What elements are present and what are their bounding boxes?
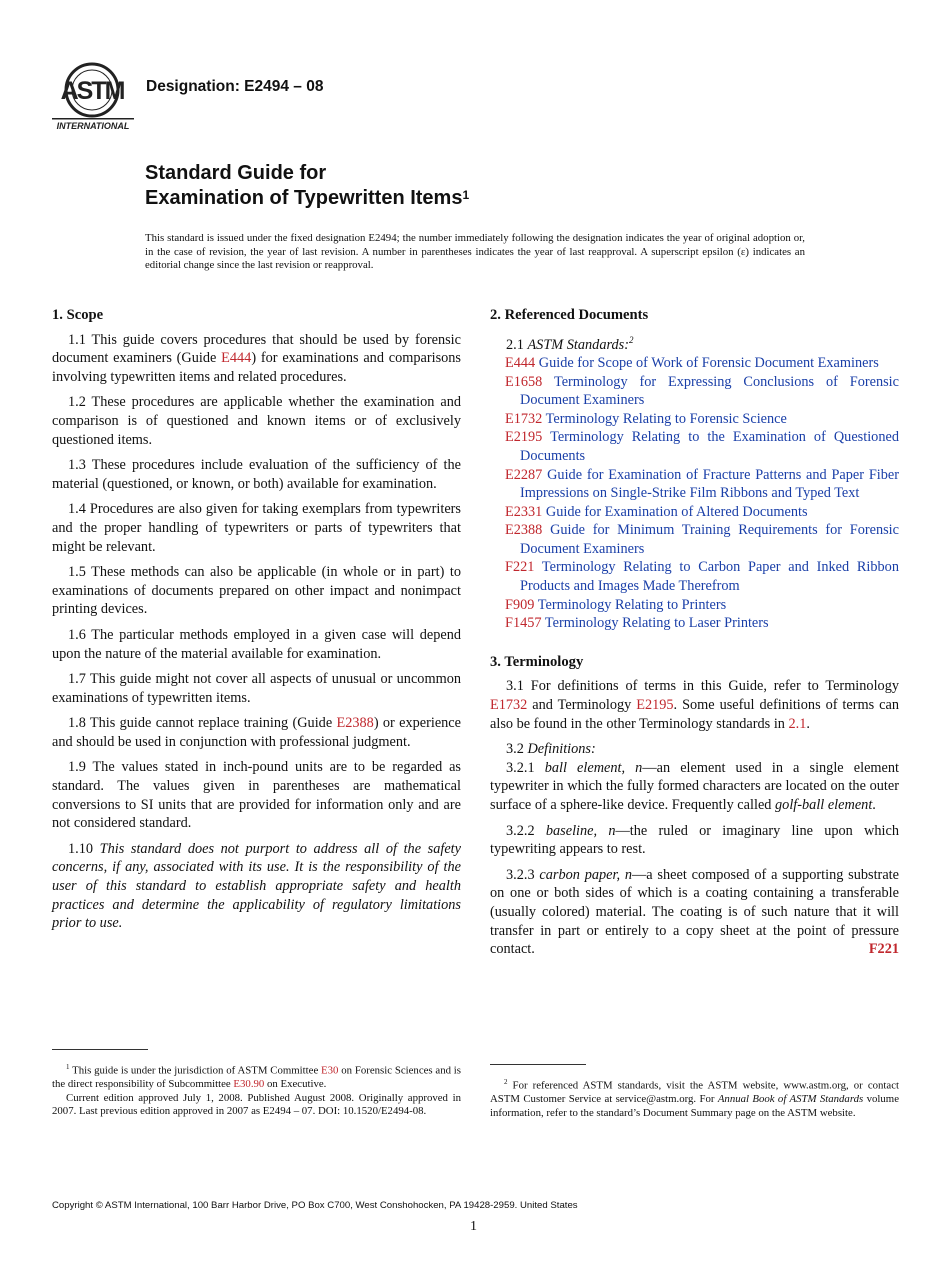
astm-logo: [52, 58, 134, 132]
terminology-3-1: 3.1 For definitions of terms in this Guide, refer to Terminology E1732 and Terminology E2195. Some useful definitions of terms can also be found in the other Terminology standards in 2.1.: [490, 678, 899, 732]
footnote-divider-left: [52, 1049, 148, 1050]
scope-heading: 1. Scope: [52, 307, 104, 323]
ref-item[interactable]: E2195 Terminology Relating to the Examination of Questioned Documents: [505, 429, 899, 464]
scope-1-7: 1.7 This guide might not cover all aspects of unusual or uncommon examinations of typewritten items.: [52, 671, 461, 706]
ref-item[interactable]: E2388 Guide for Minimum Training Requirements for Forensic Document Examiners: [505, 522, 899, 557]
referenced-list: [490, 354, 899, 633]
definition-ball-element: 3.2.1 ball element, n—an element used in a single element typewriter in which the fully formed characters are located on the outer surface of a sphere-like device. Frequently called golf-ball element.: [490, 759, 899, 814]
ref-item[interactable]: E1732 Terminology Relating to Forensic Science: [505, 410, 787, 427]
ref-item[interactable]: E2287 Guide for Examination of Fracture Patterns and Paper Fiber Impressions on Single-Strike Film Ribbons and Typed Text: [505, 466, 899, 502]
svg-text:INTERNATIONAL: INTERNATIONAL: [56, 121, 130, 131]
link-f221[interactable]: F221: [868, 941, 899, 958]
scope-1-1: 1.1 This guide covers procedures that should be used by forensic document examiners (Guide E444) for examinations and comparisons involving typewritten items and related procedures.: [52, 331, 461, 385]
scope-1-4: 1.4 Procedures are also given for taking exemplars from typewriters and the proper handling of typewriters or parts of typewriters that might be relevant.: [52, 501, 461, 555]
terminology-heading: 3. Terminology: [490, 653, 584, 670]
link-e444[interactable]: E444: [221, 350, 252, 367]
ref-item[interactable]: F909 Terminology Relating to Printers: [505, 596, 727, 613]
issuance-notice: This standard is issued under the fixed designation E2494; the number immediately following the designation indicates the year of original adoption or, in the case of revision, the year of last revision. A number in parentheses indicates the year of last reapproval. A superscript epsilon (ε) indicates an editorial change since the last revision or reapproval.: [145, 232, 805, 272]
title-footnote-mark: 1: [462, 188, 470, 202]
title-line-1: Standard Guide for: [145, 162, 327, 184]
link-e2388[interactable]: E2388: [336, 715, 374, 732]
definitions-subheading: 3.2 Definitions:: [506, 741, 596, 758]
svg-text:ASTM: ASTM: [60, 77, 124, 105]
footnote-divider-right: [490, 1064, 586, 1065]
footnote-1: $^1$ This guide is under the jurisdiction of ASTM Committee E30 on Forensic Sciences and is the direct responsibility of Subcommittee E30.90 on Executive. Current edition approved July 1, 2008. Published August 2008. Originally approved in 2007. Last previous edition approved in 2007 as E2494 – 07. DOI: 10.1520/E2494-08.: [52, 1063, 462, 1118]
ref-item[interactable]: F1457 Terminology Relating to Laser Printers: [505, 615, 769, 632]
scope-1-2: 1.2 These procedures are applicable whether the examination and comparison is of questioned and known items or of exclusively questioned items.: [52, 394, 461, 448]
definition-carbon-paper: 3.2.3 carbon paper, n—a sheet composed of a supporting substrate on one or both sides of which is a coating containing a transferable (usually colored) material. The coating is of such nature that it will transfer in part or entirely to a copy sheet at the point of pressure contact. F221: [490, 866, 899, 958]
ref-item[interactable]: E444 Guide for Scope of Work of Forensic Document Examiners: [505, 354, 879, 371]
ref-item[interactable]: F221 Terminology Relating to Carbon Paper and Inked Ribbon Products and Images Made Therefrom: [505, 559, 899, 595]
scope-1-5: 1.5 These methods can also be applicable (in whole or in part) to examinations of documents prepared on other impact and nonimpact printing devices.: [52, 564, 461, 618]
astm-standards-subheading: 2.1 ASTM Standards:$^2$: [506, 334, 634, 353]
right-column: [490, 306, 899, 966]
page-number: 1: [470, 1219, 477, 1234]
document-title: [145, 161, 469, 211]
copyright-notice: Copyright © ASTM International, 100 Barr Harbor Drive, PO Box C700, West Conshohocken, PA 19428-2959. United States: [52, 1200, 578, 1211]
link-e1732[interactable]: E1732: [490, 697, 528, 714]
definition-baseline: 3.2.2 baseline, n—the ruled or imaginary line upon which typewriting appears to rest.: [490, 822, 899, 858]
footnote-2: $^2$ For referenced ASTM standards, visit the ASTM website, www.astm.org, or contact ASTM Customer Service at service@astm.org. For Annual Book of ASTM Standards volume information, refer to the standard’s Document Summary page on the ASTM website.: [490, 1078, 899, 1119]
designation: Designation: E2494 – 08: [146, 78, 324, 95]
scope-1-3: 1.3 These procedures include evaluation of the sufficiency of the material (questioned, or known, or both) available for examination.: [52, 457, 461, 492]
link-e30-90[interactable]: E30.90: [233, 1078, 265, 1091]
link-e2195[interactable]: E2195: [636, 697, 674, 714]
scope-1-9: 1.9 The values stated in inch-pound units are to be regarded as standard. The values given in parentheses are mathematical conversions to SI units that are provided for information only and are not considered standard.: [52, 759, 461, 832]
scope-1-10: 1.10 This standard does not purport to address all of the safety concerns, if any, associated with its use. It is the responsibility of the user of this standard to establish appropriate safety and health practices and determine the applicability of regulatory limitations prior to use.: [52, 840, 461, 932]
referenced-documents-heading: 2. Referenced Documents: [490, 307, 649, 323]
title-line-2: Examination of Typewritten Items$^1$: [145, 187, 470, 209]
scope-1-8: 1.8 This guide cannot replace training (Guide E2388) or experience and should be used in conjunction with professional judgment.: [52, 715, 461, 750]
ref-item[interactable]: E1658 Terminology for Expressing Conclusions of Forensic Document Examiners: [505, 373, 899, 409]
ref-item[interactable]: E2331 Guide for Examination of Altered Documents: [505, 503, 808, 520]
left-column: [52, 306, 461, 940]
scope-1-6: 1.6 The particular methods employed in a given case will depend upon the nature of the material available for examination.: [52, 626, 461, 662]
link-e30[interactable]: E30: [321, 1064, 339, 1077]
link-section-2-1[interactable]: 2.1: [788, 715, 807, 732]
